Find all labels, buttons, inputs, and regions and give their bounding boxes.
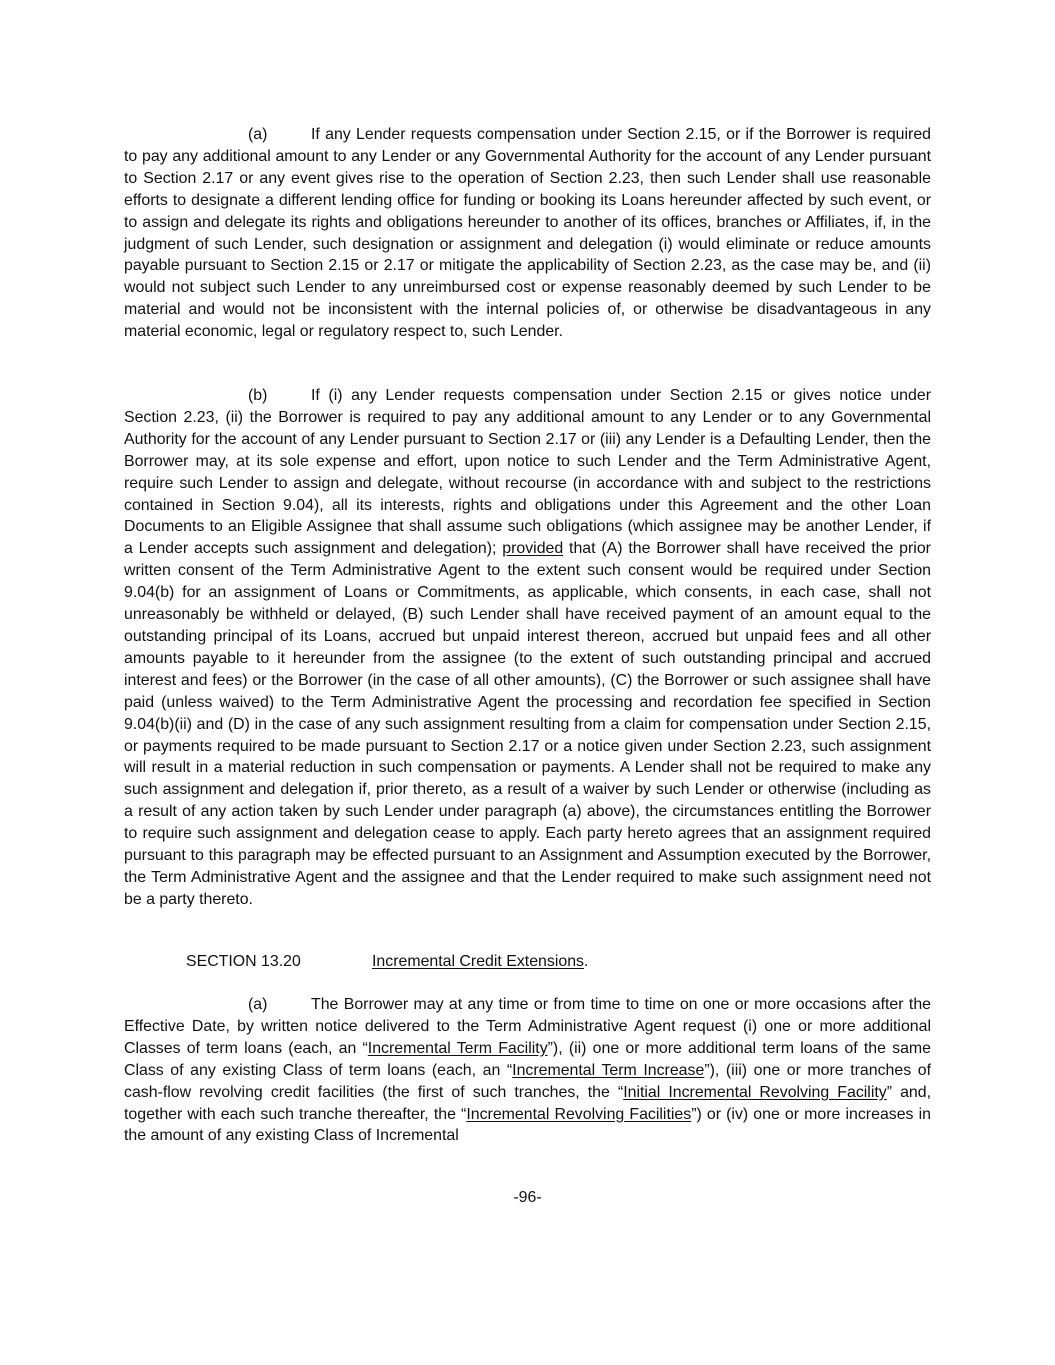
defined-term: Incremental Term Facility [367, 1039, 548, 1057]
paragraph-text: ”) or (iv) one or more increases in the amount of any existing Class of Incremental [124, 1105, 931, 1145]
paragraph-label: (b) [248, 387, 268, 404]
section-title-period: . [583, 953, 589, 970]
paragraph-text: If any Lender requests compensation under Section 2.15, or if the Borrower is required to pay any additional amount to any Lender or any Governmental Authority for the account of any Lender pursuant to Section 2.17 or any event gives rise to the operation of Section 2.23, then such Lender shall use reasonable efforts to designate a different lending office for funding or booking its Loans hereunder affected by such event, or to assign and delegate its rights and obligations hereunder to another of its offices, branches or Affiliates, if, in the judgment of such Lender, such designation or assignment and delegation (i) would eliminate or reduce amounts payable pursuant to Section 2.15 or 2.17 or mitigate the applicability of Section 2.23, as the case may be, and (ii) would not subject such Lender to any unreimbursed cost or expense reasonably deemed by such Lender to be material and would not be inconsistent with the internal policies of, or otherwise be disadvantageous in any material economic, legal or regulatory respect to, such Lender. [124, 126, 931, 341]
paragraph-label: (a) [248, 996, 268, 1013]
page-number: -96- [513, 1189, 542, 1206]
section-number: SECTION 13.20 [186, 953, 301, 970]
paragraph-text: The Borrower may at any time or from time to time on one or more occasions after the Effective Date, by written notice delivered to the Term Administrative Agent request (i) one or more additional Classes of term loans (each, an “ [124, 996, 931, 1057]
paragraph-text: ”), (ii) one or more additional term loans of the same Class of any existing Class of term loans (each, an “ [124, 1039, 931, 1079]
paragraph-a [124, 124, 931, 343]
paragraph-text: ”), (iii) one or more tranches of cash-flow revolving credit facilities (the first of such tranches, the “ [124, 1061, 931, 1101]
paragraph-label: (a) [248, 126, 268, 143]
defined-term: Initial Incremental Revolving Facility [623, 1083, 887, 1101]
paragraph-section-a [124, 994, 931, 1147]
defined-term: Incremental Term Increase [512, 1061, 705, 1079]
defined-term: Incremental Revolving Facilities [466, 1105, 692, 1123]
section-heading [186, 951, 588, 973]
paragraph-b [124, 385, 931, 911]
paragraph-text: that (A) the Borrower shall have received the prior written consent of the Term Administrative Agent to the extent such consent would be required under Section 9.04(b) for an assignment of Loans or Commitments, as applicable, which consents, in each case, shall not unreasonably be withheld or delayed, (B) such Lender shall have received payment of an amount equal to the outstanding principal of its Loans, accrued but unpaid interest thereon, accrued but unpaid fees and all other amounts payable to it hereunder from the assignee (to the extent of such outstanding principal and accrued interest and fees) or the Borrower (in the case of all other amounts), (C) the Borrower or such assignee shall have paid (unless waived) to the Term Administrative Agent the processing and recordation fee specified in Section 9.04(b)(ii) and (D) in the case of any such assignment resulting from a claim for compensation under Section 2.15, or payments required to be made pursuant to Section 2.17 or a notice given under Section 2.23, such assignment will result in a material reduction in such compensation or payments. A Lender shall not be required to make any such assignment and delegation if, prior thereto, as a result of a waiver by such Lender or otherwise (including as a result of any action taken by such Lender under paragraph (a) above), the circumstances entitling the Borrower to require such assignment and delegation cease to apply. Each party hereto agrees that an assignment required pursuant to this paragraph may be effected pursuant to an Assignment and Assumption executed by the Borrower, the Term Administrative Agent and the assignee and that the Lender required to make such assignment need not be a party thereto. [124, 540, 931, 908]
paragraph-text: If (i) any Lender requests compensation under Section 2.15 or gives notice under Section 2.23, (ii) the Borrower is required to pay any additional amount to any Lender or to any Governmental Authority for the account of any Lender pursuant to Section 2.17 or (iii) any Lender is a Defaulting Lender, then the Borrower may, at its sole expense and effort, upon notice to such Lender and the Term Administrative Agent, require such Lender to assign and delegate, without recourse (in accordance with and subject to the restrictions contained in Section 9.04), all its interests, rights and obligations under this Agreement and the other Loan Documents to an Eligible Assignee that shall assume such obligations (which assignee may be another Lender, if a Lender accepts such assignment and delegation); [124, 387, 931, 558]
provided-term: provided [502, 540, 564, 558]
paragraph-text: ” and, together with each such tranche thereafter, the “ [124, 1083, 931, 1123]
section-title: Incremental Credit Extensions [372, 953, 584, 970]
